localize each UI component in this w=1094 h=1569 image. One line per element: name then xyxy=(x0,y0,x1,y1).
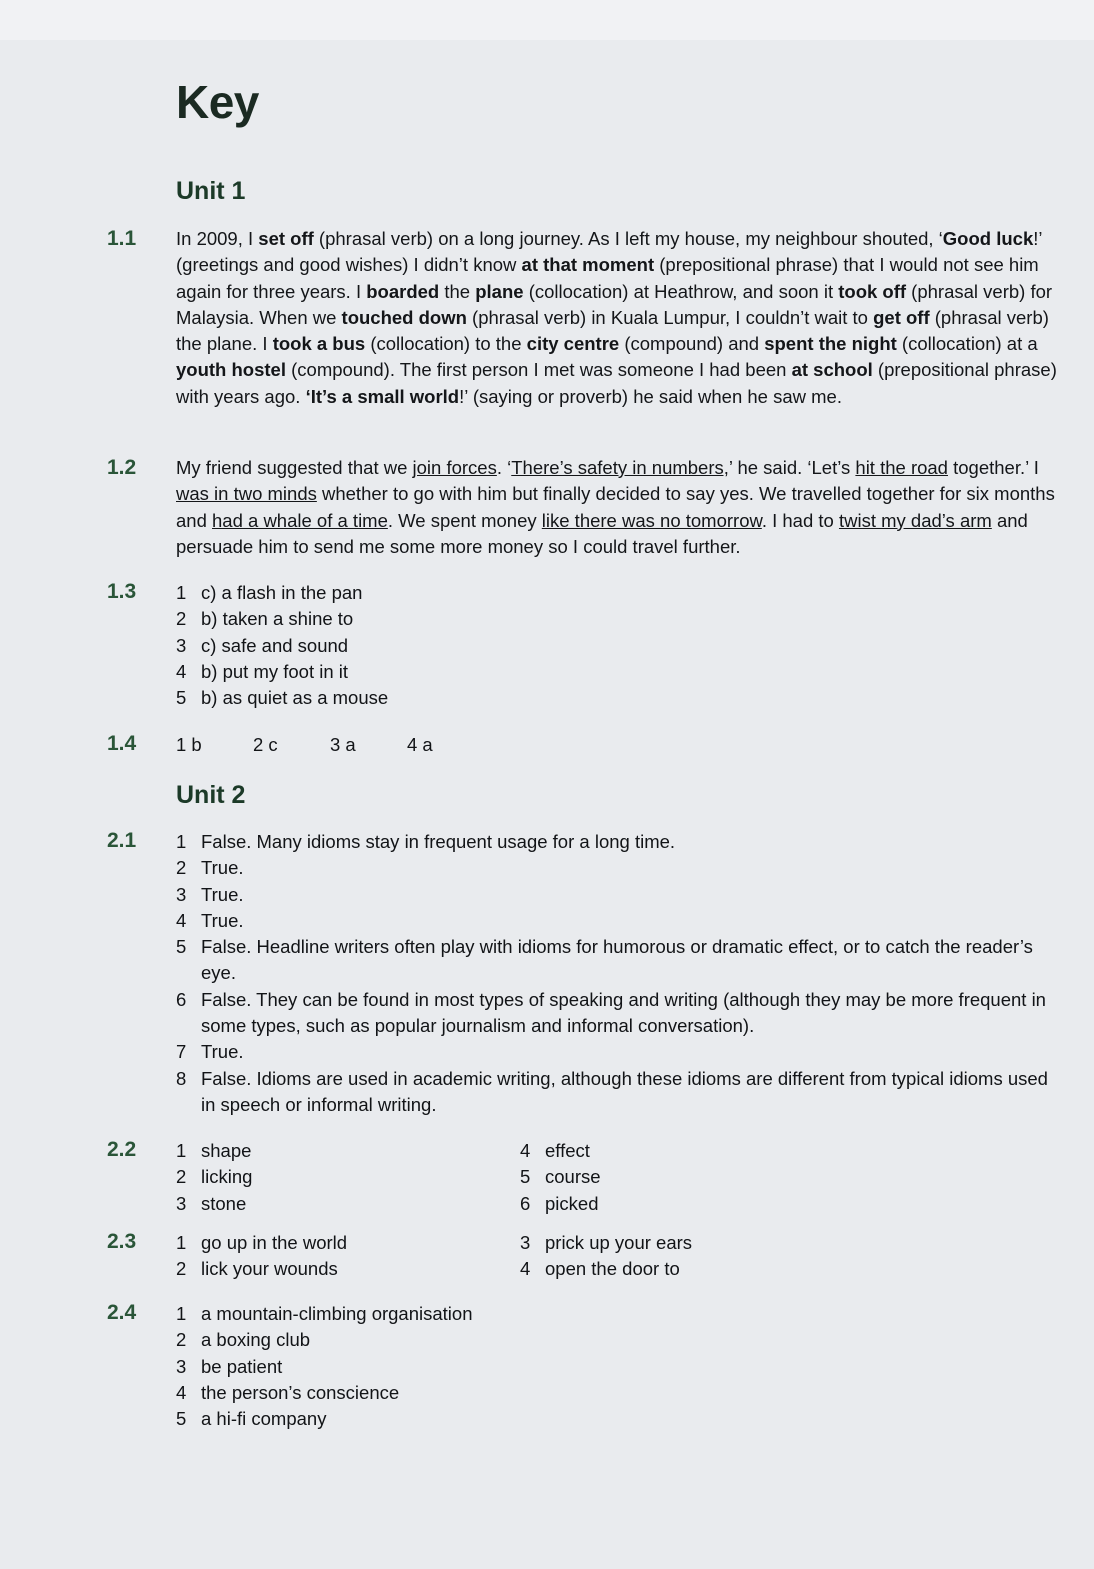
item-number: 1 xyxy=(176,1140,187,1161)
item-number: 3 xyxy=(176,883,187,905)
item-number: 2 xyxy=(176,1258,187,1280)
item-text: False. Idioms are used in academic writing, although these idioms are different from typical idioms used in speech or informal writing. xyxy=(201,1067,1048,1115)
exercise-2-3-right-list xyxy=(520,1230,692,1283)
item-number: 2 xyxy=(176,1329,187,1351)
answer-item xyxy=(176,987,1066,1040)
bold-term: ‘It’s a small world xyxy=(305,385,460,407)
answer-item xyxy=(176,934,1066,987)
item-text: c) a flash in the pan xyxy=(201,582,363,603)
item-text: b) put my foot in it xyxy=(201,660,349,682)
item-number: 4 xyxy=(520,1140,531,1161)
bold-term: at that moment xyxy=(521,254,655,276)
answer-text: (phrasal verb) in Kuala Lumpur, I couldn’t wait to xyxy=(466,306,874,328)
underlined-idiom: There’s safety in numbers, xyxy=(511,457,729,478)
answer-item xyxy=(520,1256,692,1282)
exercise-number-2-1: 2.1 xyxy=(107,829,137,852)
answer-text: (collocation) at a xyxy=(896,333,1038,355)
exercise-2-3-left-list xyxy=(176,1230,347,1283)
answer-item xyxy=(176,633,388,659)
answer-text: (compound). The first person I met was someone I had been xyxy=(285,359,792,381)
item-number: 5 xyxy=(176,1408,187,1430)
answer-item: 1 b xyxy=(176,734,202,755)
item-text: c) safe and sound xyxy=(201,634,349,656)
item-text: a hi-fi company xyxy=(201,1408,327,1430)
page-top-band xyxy=(0,0,1094,40)
item-number: 2 xyxy=(176,857,187,879)
answer-text: and persuade him to send me some more money so I could travel further. xyxy=(176,509,1028,557)
item-text: False. Headline writers often play with idioms for humorous or dramatic effect, or to catch the reader’s eye. xyxy=(201,936,1033,984)
item-text: True. xyxy=(201,1041,244,1063)
bold-term: youth hostel xyxy=(176,359,286,381)
answer-item xyxy=(176,1066,1066,1119)
item-number: 1 xyxy=(176,1303,187,1324)
item-text: go up in the world xyxy=(201,1232,348,1253)
answer-text: . I had to xyxy=(761,509,839,531)
answer-item xyxy=(520,1230,692,1256)
bold-term: at school xyxy=(791,359,873,381)
answer-text: . ‘ xyxy=(496,457,512,478)
answer-item xyxy=(520,1191,601,1217)
item-number: 7 xyxy=(176,1041,187,1063)
exercise-2-2-right-list xyxy=(520,1138,601,1217)
exercise-2-1-list xyxy=(176,829,1066,1118)
answer-text: ’ he said. ‘Let’s xyxy=(728,457,856,478)
bold-term: Good luck xyxy=(942,228,1034,249)
answer-item xyxy=(176,1380,472,1406)
item-number: 4 xyxy=(520,1258,531,1280)
exercise-number-2-4: 2.4 xyxy=(107,1301,137,1324)
answer-text: (prepositional phrase) with years ago. xyxy=(176,359,1057,407)
item-text: picked xyxy=(545,1192,599,1214)
item-text: True. xyxy=(201,883,244,905)
underlined-idiom: twist my dad’s arm xyxy=(838,509,992,531)
answer-text: (collocation) at Heathrow, and soon it xyxy=(523,280,839,302)
item-number: 5 xyxy=(176,687,187,709)
item-text: licking xyxy=(201,1166,253,1188)
answer-item: 2 c xyxy=(253,734,278,755)
bold-term: plane xyxy=(475,280,524,302)
bold-term: took a bus xyxy=(272,333,366,355)
answer-text: (phrasal verb) the plane. I xyxy=(176,306,1049,355)
item-number: 1 xyxy=(176,1232,187,1253)
bold-term: get off xyxy=(873,306,930,328)
answer-text: the xyxy=(439,280,476,302)
underlined-idiom: join forces xyxy=(412,457,497,478)
answer-item xyxy=(176,1256,347,1282)
answer-item xyxy=(520,1138,601,1164)
answer-text: In 2009, I xyxy=(176,228,259,249)
item-text: be patient xyxy=(201,1355,283,1377)
answer-item xyxy=(176,829,1066,855)
answer-item xyxy=(176,659,388,685)
item-text: effect xyxy=(545,1140,590,1161)
answer-item xyxy=(176,1354,472,1380)
unit-1-heading: Unit 1 xyxy=(176,177,246,205)
underlined-idiom: was in two minds xyxy=(176,483,317,505)
answer-item xyxy=(520,1164,601,1190)
page-title: Key xyxy=(176,76,259,128)
item-text: True. xyxy=(201,909,244,931)
answer-item xyxy=(176,1164,252,1190)
answer-text: (prepositional phrase) that I would not see him again for three years. I xyxy=(176,254,1039,302)
item-number: 6 xyxy=(176,988,187,1010)
exercise-number-2-3: 2.3 xyxy=(107,1230,137,1253)
answer-text: (collocation) to the xyxy=(365,333,527,355)
item-text: False. They can be found in most types of speaking and writing (although they may be more frequent in some types, such as popular journalism and informal conversation). xyxy=(201,988,1046,1037)
item-text: lick your wounds xyxy=(201,1258,338,1280)
answer-text: together.’ I xyxy=(947,457,1039,478)
exercise-1-1-answer xyxy=(176,226,1076,410)
answer-text: whether to go with him but finally decided to say yes. We travelled together for six months and xyxy=(176,483,1055,531)
unit-2-heading: Unit 2 xyxy=(176,781,246,809)
exercise-number-1-2: 1.2 xyxy=(107,456,137,479)
answer-text: (compound) and xyxy=(619,333,765,355)
answer-text: . We spent money xyxy=(387,509,542,531)
item-text: b) taken a shine to xyxy=(201,608,354,630)
answer-text: !’ (greetings and good wishes) I didn’t know xyxy=(176,228,1042,276)
answer-item xyxy=(176,606,388,632)
bold-term: city centre xyxy=(526,333,620,355)
answer-text: (phrasal verb) for Malaysia. When we xyxy=(176,280,1053,328)
underlined-idiom: like there was no tomorrow xyxy=(541,509,762,531)
bold-term: took off xyxy=(838,280,907,302)
item-text: open the door to xyxy=(545,1258,680,1280)
item-text: course xyxy=(545,1166,601,1188)
exercise-number-1-1: 1.1 xyxy=(107,227,137,250)
bold-term: boarded xyxy=(366,280,440,302)
answer-item xyxy=(176,1138,252,1164)
answer-item xyxy=(176,580,388,606)
item-text: b) as quiet as a mouse xyxy=(201,687,389,709)
item-number: 2 xyxy=(176,1166,187,1188)
item-text: stone xyxy=(201,1192,247,1214)
exercise-2-4-list xyxy=(176,1301,472,1432)
exercise-number-2-2: 2.2 xyxy=(107,1138,137,1161)
item-number: 4 xyxy=(176,660,187,682)
exercise-number-1-4: 1.4 xyxy=(107,732,137,755)
item-number: 2 xyxy=(176,608,187,630)
item-number: 3 xyxy=(176,1192,187,1214)
item-text: a boxing club xyxy=(201,1329,311,1351)
bold-term: set off xyxy=(258,228,314,249)
item-text: the person’s conscience xyxy=(201,1381,400,1403)
item-number: 5 xyxy=(520,1166,531,1188)
item-text: prick up your ears xyxy=(545,1232,693,1253)
answer-text: !’ (saying or proverb) he said when he saw me. xyxy=(459,385,842,407)
answer-item xyxy=(176,882,1066,908)
item-text: a mountain-climbing organisation xyxy=(201,1303,473,1324)
answer-item xyxy=(176,1327,472,1353)
exercise-1-2-answer xyxy=(176,455,1076,560)
bold-term: touched down xyxy=(341,306,467,328)
item-number: 5 xyxy=(176,936,187,958)
bold-term: spent the night xyxy=(764,333,897,355)
exercise-number-1-3: 1.3 xyxy=(107,580,137,603)
item-text: True. xyxy=(201,857,244,879)
item-number: 3 xyxy=(176,1355,187,1377)
answer-item xyxy=(176,1039,1066,1065)
item-number: 3 xyxy=(176,634,187,656)
answer-item xyxy=(176,685,388,711)
answer-item xyxy=(176,1191,252,1217)
item-number: 1 xyxy=(176,831,187,852)
exercise-1-3-list xyxy=(176,580,388,711)
answer-item xyxy=(176,908,1066,934)
answer-text: My friend suggested that we xyxy=(176,457,413,478)
item-number: 1 xyxy=(176,582,187,603)
item-number: 4 xyxy=(176,909,187,931)
underlined-idiom: had a whale of a time xyxy=(212,509,388,531)
item-number: 4 xyxy=(176,1381,187,1403)
item-number: 3 xyxy=(520,1232,531,1253)
exercise-1-4-row xyxy=(176,732,484,758)
answer-item: 4 a xyxy=(407,734,433,755)
answer-item xyxy=(176,855,1066,881)
exercise-2-2-left-list xyxy=(176,1138,252,1217)
answer-text: (phrasal verb) on a long journey. As I left my house, my neighbour shouted, ‘ xyxy=(313,228,943,249)
item-text: shape xyxy=(201,1140,252,1161)
answer-item xyxy=(176,1406,472,1432)
answer-item xyxy=(176,1230,347,1256)
answer-item: 3 a xyxy=(330,734,356,755)
item-number: 6 xyxy=(520,1192,531,1214)
underlined-idiom: hit the road xyxy=(855,457,948,478)
answer-item xyxy=(176,1301,472,1327)
item-text: False. Many idioms stay in frequent usage for a long time. xyxy=(201,831,676,852)
item-number: 8 xyxy=(176,1067,187,1089)
